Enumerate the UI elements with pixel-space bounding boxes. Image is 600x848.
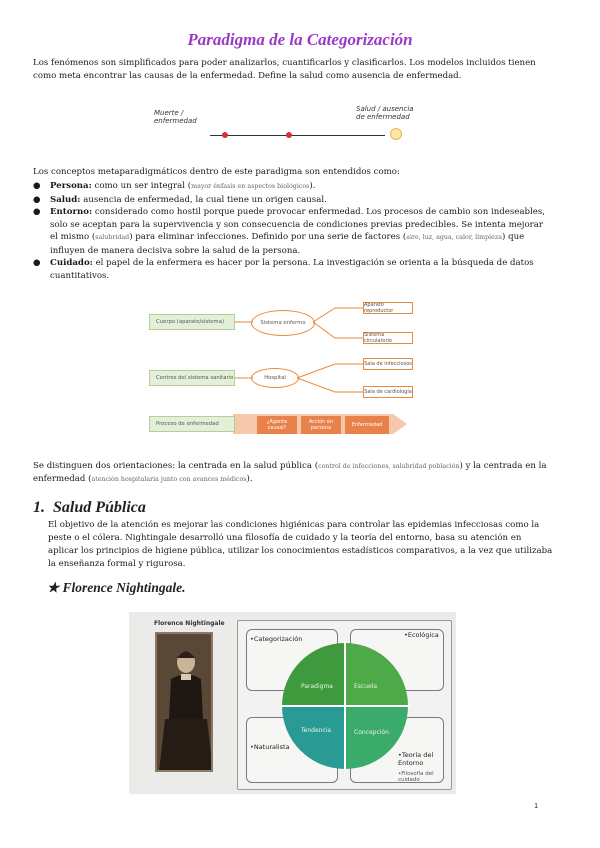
sketch-red-dot [286,132,292,138]
diagram-right-box: Sistema circulatorio [363,332,413,344]
bullet-icon: ● [33,194,41,205]
section-heading: 1. Salud Pública [33,499,146,516]
intro-paragraph: Los fenómenos son simplificados para poder analizarlos, cuantificarlos y clasificarlos. Los modelos incluidos tienen como meta encontrar las causas de la enfermedad. Define la salud como ausencia de enfermedad. [33,58,536,81]
sketch-red-dot [222,132,228,138]
concepts-intro: Los conceptos metaparadigmáticos dentro de este paradigma son entendidos como: [33,167,400,177]
diagram-arrow-action: Acción en persona [301,416,341,434]
orientations-paragraph: Se distinguen dos orientaciones: la centrada en la salud pública (control de infecciones, salubridad población) y la centrada en la enfermedad (atención hospitalaria junto con avances médicos). [33,461,547,484]
nightingale-photo: Florence Nightingale Paradigma Escuela Tendencia Concepción •Categorización •Ecológica •Naturalista •Teoría del Entorno •Filosofía del cuidado [129,612,456,794]
diagram-arrow-disease: Enfermedad [345,416,389,434]
diagram-right-box: Sala de infecciosos [363,358,413,370]
list-item: ● Persona: como un ser integral (mayor énfasis en aspectos biológicos). [33,181,316,191]
diagram-box-body: Cuerpo (aparato/sistema) [149,314,235,330]
quadrant-circle [280,641,410,771]
diagram-oval-hospital: Hospital [251,368,299,388]
smiley-icon [390,128,402,140]
concepts-list [33,180,553,282]
handwritten-sketch [150,103,450,148]
portrait-figure-icon [157,634,213,772]
section-paragraph: El objetivo de la atención es mejorar las condiciones higiénicas para controlar las epidemias infecciosas como la peste o el cólera. Nightingale desarrolló una filosofía de cuidado y la teoría del entorno, basa su atención en aplicar los principios de higiene pública, utilizar los conocimientos estadísticos comparativos, a la vez que utilizaba la enseñanza formal y rigurosa. [48,520,553,569]
diagram-arrow-agent: ¿Agente causal? [257,416,297,434]
bullet-icon: ● [33,258,41,268]
bullet-icon: ● [33,207,41,217]
list-item: ● Entorno: considerado como hostil porque puede provocar enfermedad. Los procesos de cambio son indeseables, solo se aceptan para la supervivencia y son consecuencia de condiciones previas predecibles. Se intenta mejorar el mismo (salubridad) para eliminar infecciones. Definido por una serie de factores (aire, luz, agua, calor, limpieza) que influyen de manera decisiva sobre la salud de la persona. [33,207,545,256]
diagram-oval-system: Sistema enfermo [251,310,315,336]
list-item: ● Salud: ausencia de enfermedad, la cual tiene un origen causal. [33,194,327,205]
sketch-right-note: Salud / ausencia de enfermedad [356,105,414,121]
diagram-right-box: Aparato reproductor [363,302,413,314]
diagram-right-box: Sala de cardiología [363,386,413,398]
subsection-heading: ★ Florence Nightingale. [47,580,186,595]
diagram-box-centers: Centros del sistema sanitario [149,370,235,386]
sketch-line [210,135,385,136]
sketch-left-note: Muerte / enfermedad [154,109,197,125]
star-icon: ★ [47,580,60,595]
page-title: Paradigma de la Categorización [187,30,413,49]
list-item: ● Cuidado: el papel de la enfermera es hacer por la persona. La investigación se orienta a la búsqueda de datos cuantitativos. [33,258,534,281]
diagram-box-process: Proceso de enfermedad [149,416,235,432]
tablet-screen: Paradigma Escuela Tendencia Concepción •Categorización •Ecológica •Naturalista •Teoría del Entorno •Filosofía del cuidado [237,620,452,790]
categorization-diagram [145,302,415,442]
bullet-icon: ● [33,181,41,191]
portrait-image [155,632,213,772]
page-number: 1 [534,803,538,810]
